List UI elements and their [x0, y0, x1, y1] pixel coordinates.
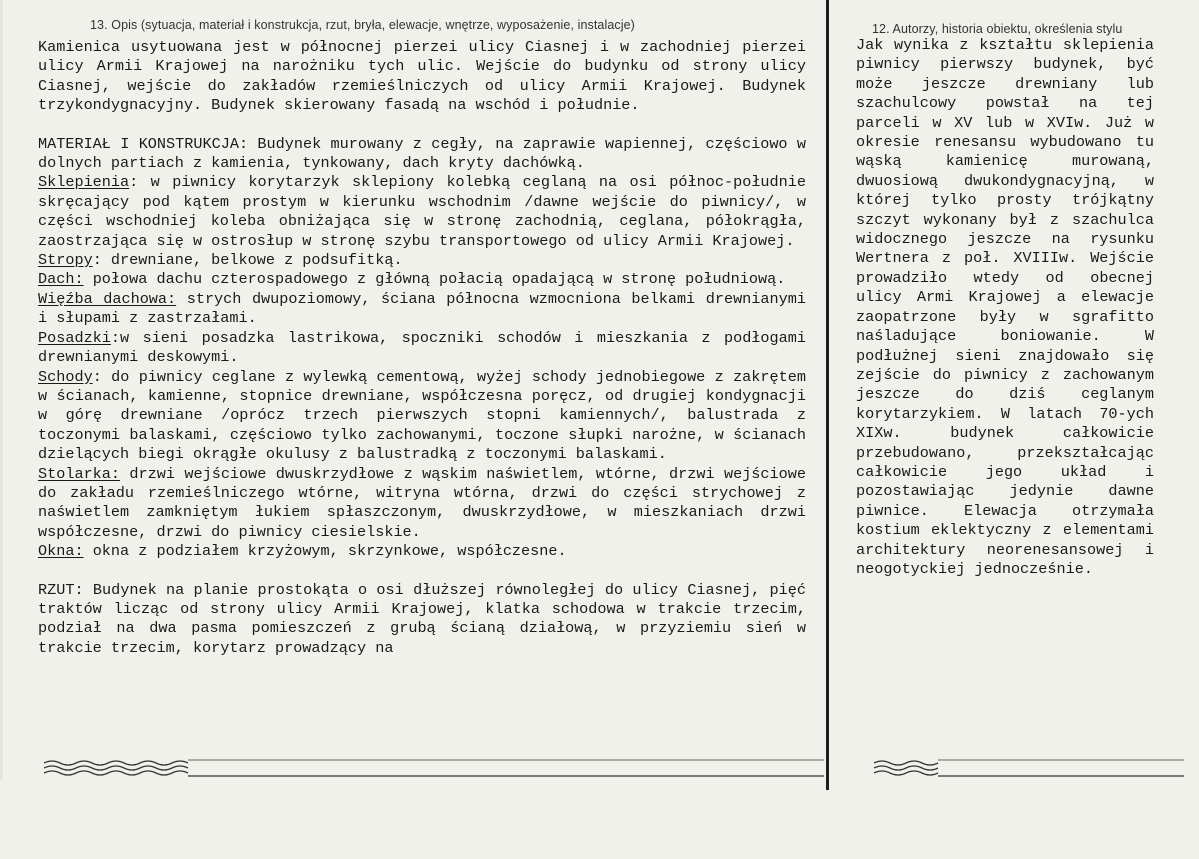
item-text: : drewniane, belkowe z podsufitką. — [92, 251, 403, 270]
item-text: :w sieni posadzka lastrikowa, spoczniki schodów i mieszkania z podłogami drewnianymi deskowymi. — [38, 328, 806, 367]
item-text: połowa dachu czterospadowego z główną połacią opadającą w stronę południową. — [83, 270, 786, 289]
item-text: okna z podziałem krzyżowym, skrzynkowe, współczesne. — [83, 542, 567, 561]
material-paragraph: MATERIAŁ I KONSTRUKCJA: Budynek murowany z cegły, na zaprawie wapiennej, częściowo w dolnych partiach z kamienia, tynkowany, dach kryty dachówką. — [38, 134, 806, 173]
history-paragraph: Jak wynika z kształtu sklepienia piwnicy pierwszy budynek, być może jeszcze drewniany lub szachulcowy powstał na tej parceli w XV lub w XVIw. Już w okresie renesansu wybudowano tu wąską kamienicę murowaną, dwuosiową dwukondygnacyjną, w której tylko prosty trójkątny szczyt wykonany był z szachulca widocznego jeszcze na rysunku Wertnera z poł. XVIIIw. Wejście prowadziło wtedy od obecnej ulicy Armi Krajowej a elewacje zaopatrzone były w sgrafitto naśladujące boniowanie. W podłużnej sieni znajdowało się zejście do piwnicy z zachowanym jeszcze do dziś ceglanym korytarzykiem. W latach 70-ych XIXw. budynek całkowicie przebudowano, przekształcając całkowicie jego układ i pozostawiając jedynie dawne piwnice. Elewacja otrzymała kostium eklektyczny z elementami architektury neorenesansowej i neogotyckiej jednocześnie. — [856, 36, 1154, 578]
item-label: Okna: — [38, 542, 84, 561]
item-text: : w piwnicy korytarzyk sklepiony kolebką ceglaną na osi północ-południe skręcający pod kątem prostym w kierunku wschodnim /dawne wejście do piwnicy/, w części wschodniej koleba obniżająca się w stronę zachodnią, ceglana, półokrągła, zaostrzająca się w ostrosłup w stronę szybu transportowego od ulicy Armii Krajowej. — [38, 173, 806, 250]
item-text: strych dwupoziomowy, ściana północna wzmocniona belkami drewnianymi i słupami z zastrzałami. — [38, 289, 806, 328]
bottom-wavy-rule — [44, 755, 1194, 785]
item-roof — [38, 270, 806, 289]
location-paragraph: Kamienica usytuowana jest w północnej pierzei ulicy Ciasnej i w zachodniej pierzei ulicy Armii Krajowej na narożniku tych ulic. Wejście do budynku od strony ulicy Ciasnej, wejście do zakładów rzemieślniczych od ulicy Armii Krajowej. Budynek trzykondygnacyjny. Budynek skierowany fasadą na wschód i południe. — [38, 38, 806, 115]
item-vaults — [38, 173, 806, 251]
item-label: Schody — [38, 367, 93, 386]
item-stairs — [38, 368, 806, 465]
item-label: Stropy — [38, 251, 93, 270]
spacer — [38, 116, 806, 135]
item-text: : do piwnicy ceglane z wylewką cementową, wyżej schody jednobiegowe z zakrętem w ścianach, kamienne, stopnice drewniane, współczesna poręcz, od drugiej kondygnacji w górę drewniane /oprócz trzech pierwszych stopni kamiennych/, balustrada z toczonymi balaskami, częściowo tylko zachowanymi, toczone słupki narożne, w ścianach dzielących biegi okrągłe okulusy z balustradką z toczonymi balaskami. — [38, 367, 806, 464]
history-column — [856, 22, 1156, 579]
item-floors — [38, 329, 806, 368]
item-text: drzwi wejściowe dwuskrzydłowe z wąskim naświetlem, wtórne, drzwi wejściowe do zakładu rzemieślniczego wtórne, witryna wtórna, drzwi do części strychowej z naświetlem zamkniętym łukiem spłaszczonym, dwuskrzydłowe, w mieszkaniach drzwi współczesne, drzwi do piwnicy ciesielskie. — [38, 464, 806, 541]
plan-paragraph: RZUT: Budynek na planie prostokąta o osi dłuższej równoległej do ulicy Ciasnej, pięć traktów licząc od strony ulicy Armii Krajowej, klatka schodowa w trakcie trzecim, podział na dwa pasma pomieszczeń z grubą ścianą działową, w przyziemiu sień w trakcie trzecim, korytarz prowadzący na — [38, 580, 806, 657]
spacer — [38, 562, 806, 581]
page-edge — [0, 0, 3, 780]
item-label: Dach: — [38, 270, 84, 289]
item-truss — [38, 290, 806, 329]
history-caption: 12. Autorzy, historia obiektu, określenia stylu — [872, 22, 1123, 36]
item-label: Sklepienia — [38, 173, 130, 192]
column-divider — [826, 0, 829, 790]
item-windows — [38, 542, 806, 561]
item-label: Posadzki — [38, 328, 111, 347]
item-label: Więźba dachowa: — [38, 289, 177, 308]
item-ceilings — [38, 251, 806, 270]
item-joinery — [38, 465, 806, 543]
item-label: Stolarka: — [38, 464, 121, 483]
description-caption: 13. Opis (sytuacja, materiał i konstrukcja, rzut, bryła, elewacje, wnętrze, wyposażenie, instalacje) — [90, 18, 635, 32]
description-column — [38, 18, 806, 658]
